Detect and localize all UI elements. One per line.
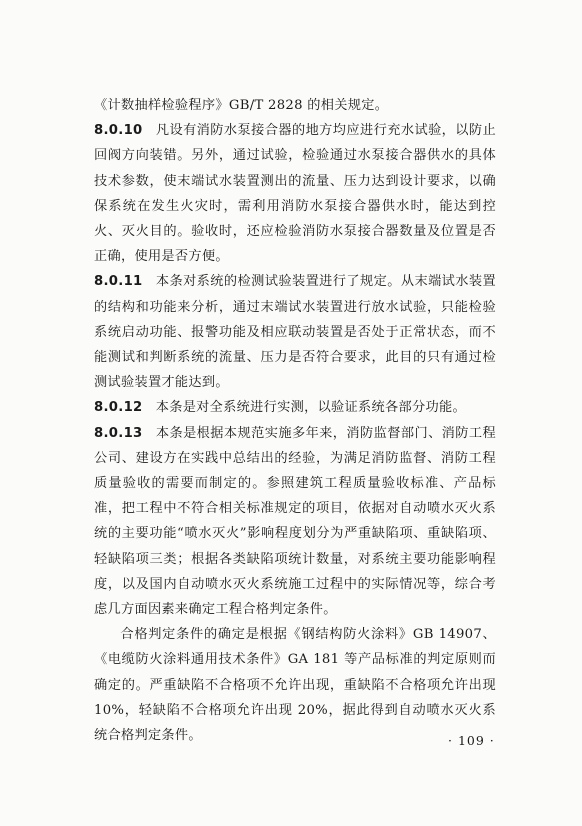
- clause-8-0-11: [94, 269, 496, 395]
- clause-text: 凡设有消防水泵接合器的地方均应进行充水试验，以防止回阀方向装错。另外，通过试验，检验通过水泵接合器供水的具体技术参数，使末端试水装置测出的流量、压力达到设计要求，以确保系统在发生火灾时，需利用消防水泵接合器供水时，能达到控火、灭火目的。验收时，还应检验消防水泵接合器数量及位置是否正确，使用是否方便。: [94, 123, 496, 265]
- clause-text: 本条是根据本规范实施多年来，消防监督部门、消防工程公司、建设方在实践中总结出的经验，为满足消防监督、消防工程质量验收的需要而制定的。参照建筑工程质量验收标准、产品标准，把工程中不符合相关标准规定的项目，依据对自动喷水灭火系统的主要功能“喷水灭火”影响程度划分为严重缺陷项、重缺陷项、轻缺陷项三类；根据各类缺陷项统计数量，对系统主要功能影响程度，以及国内自动喷水灭火系统施工过程中的实际情况等，综合考虑几方面因素来确定工程合格判定条件。: [94, 425, 496, 618]
- paragraph-text: 《计数抽样检验程序》GB/T 2828 的相关规定。: [94, 98, 389, 113]
- clause-8-0-10: [94, 118, 496, 269]
- clause-number: 8.0.11: [94, 274, 143, 290]
- body-text: [94, 93, 496, 748]
- paragraph-acceptance-criteria: [94, 622, 496, 748]
- clause-number: 8.0.13: [94, 425, 143, 441]
- clause-number: 8.0.12: [94, 400, 143, 416]
- clause-8-0-13: [94, 421, 496, 623]
- clause-number: 8.0.10: [94, 123, 143, 139]
- clause-8-0-12: [94, 395, 496, 420]
- paragraph-continuation: [94, 93, 496, 118]
- clause-text: 本条对系统的检测试验装置进行了规定。从末端试水装置的结构和功能来分析，通过末端试水装置进行放水试验，只能检验系统启动功能、报警功能及相应联动装置是否处于正常状态，而不能测试和判断系统的流量、压力是否符合要求，此目的只有通过检测试验装置才能达到。: [94, 274, 496, 391]
- paragraph-text: 合格判定条件的确定是根据《钢结构防火涂料》GB 14907、《电缆防火涂料通用技术条件》GA 181 等产品标准的判定原则而确定的。严重缺陷不合格项不允许出现，重缺陷不合格项允许出现 10%，轻缺陷不合格项允许出现 20%，据此得到自动喷水灭火系统合格判定条件。: [94, 627, 496, 744]
- page-number: · 109 ·: [448, 733, 495, 748]
- clause-text: 本条是对全系统进行实测，以验证系统各部分功能。: [155, 400, 466, 416]
